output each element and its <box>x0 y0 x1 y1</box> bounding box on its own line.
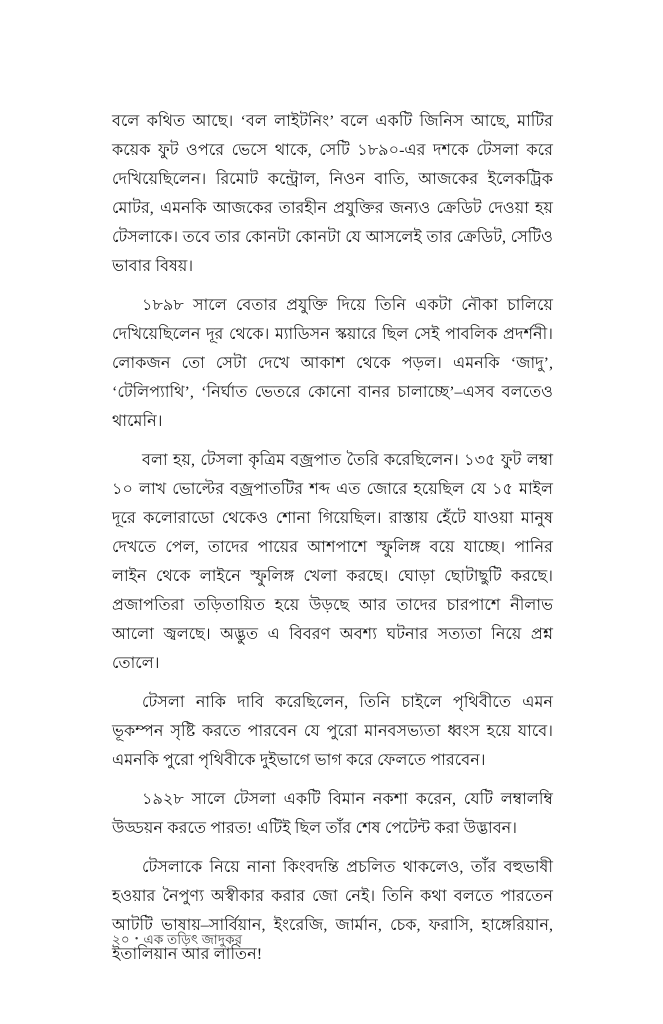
page-number: ২০ <box>112 932 130 947</box>
paragraph: টেসলা নাকি দাবি করেছিলেন, তিনি চাইলে পৃথিবীতে এমন ভূকম্পন সৃষ্টি করতে পারবেন যে পুরো মানবসভ্যতা ধ্বংস হয়ে যাবে। এমনকি পুরো পৃথিবীকে দুইভাগে ভাগ করে ফেলতে পারবেন। <box>112 694 553 769</box>
paragraph: ১৮৯৮ সালে বেতার প্রযুক্তি দিয়ে তিনি একটা নৌকা চালিয়ে দেখিয়েছিলেন দূর থেকে। ম্যাডিসন স্কয়ারে ছিল সেই পাবলিক প্রদর্শনী। লোকজন তো সেটা দেখে আকাশ থেকে পড়ল। এমনকি ‘জাদু’, ‘টেলিপ্যাথি’, ‘নির্ঘাত ভেতরে কোনো বানর চালাচ্ছে’–এসব বলতেও থামেনি। <box>112 297 553 430</box>
paragraph: বলা হয়, টেসলা কৃত্রিম বজ্রপাত তৈরি করেছিলেন। ১৩৫ ফুট লম্বা ১০ লাখ ভোল্টের বজ্রপাতটির শব্দ এত জোরে হয়েছিল যে ১৫ মাইল দূরে কলোরাডো থেকেও শোনা গিয়েছিল। রাস্তায় হেঁটে যাওয়া মানুষ দেখতে পেল, তাদের পায়ের আশপাশে স্ফুলিঙ্গ বয়ে যাচ্ছে। পানির লাইন থেকে লাইনে স্ফুলিঙ্গ খেলা করছে। ঘোড়া ছোটাছুটি করছে। প্রজাপতিরা তড়িতায়িত হয়ে উড়ছে আর তাদের চারপাশে নীলাভ আলো জ্বলছে। অদ্ভুত এ বিবরণ অবশ্য ঘটনার সত্যতা নিয়ে প্রশ্ন তোলে। <box>112 452 553 672</box>
paragraph: টেসলাকে নিয়ে নানা কিংবদন্তি প্রচলিত থাকলেও, তাঁর বহুভাষী হওয়ার নৈপুণ্য অস্বীকার করার জো নেই। তিনি কথা বলতে পারতেন আটটি ভাষায়–সার্বিয়ান, ইংরেজি, জার্মান, চেক, ফরাসি, হাঙ্গেরিয়ান, ইতালিয়ান আর লাতিন! <box>112 859 553 963</box>
page-footer <box>112 930 553 950</box>
paragraph: বলে কথিত আছে। ‘বল লাইটনিং’ বলে একটি জিনিস আছে, মাটির কয়েক ফুট ওপরে ভেসে থাকে, সেটি ১৮৯০-এর দশকে টেসলা করে দেখিয়েছিলেন। রিমোট কন্ট্রোল, নিওন বাতি, আজকের ইলেকট্রিক মোটর, এমনকি আজকের তারহীন প্রযুক্তির জন্যও ক্রেডিট দেওয়া হয় টেসলাকে। তবে তার কোনটা কোনটা যে আসলেই তার ক্রেডিট, সেটিও ভাবার বিষয়। <box>112 113 553 275</box>
footer-bullet-separator: • <box>134 934 139 945</box>
running-book-title: এক তড়িৎ জাদুকর <box>143 932 243 947</box>
page-body-text <box>112 107 553 969</box>
paragraph: ১৯২৮ সালে টেসলা একটি বিমান নকশা করেন, যেটি লম্বালম্বি উড্ডয়ন করতে পারত! এটিই ছিল তাঁর শেষ পেটেন্ট করা উদ্ভাবন। <box>112 791 553 837</box>
